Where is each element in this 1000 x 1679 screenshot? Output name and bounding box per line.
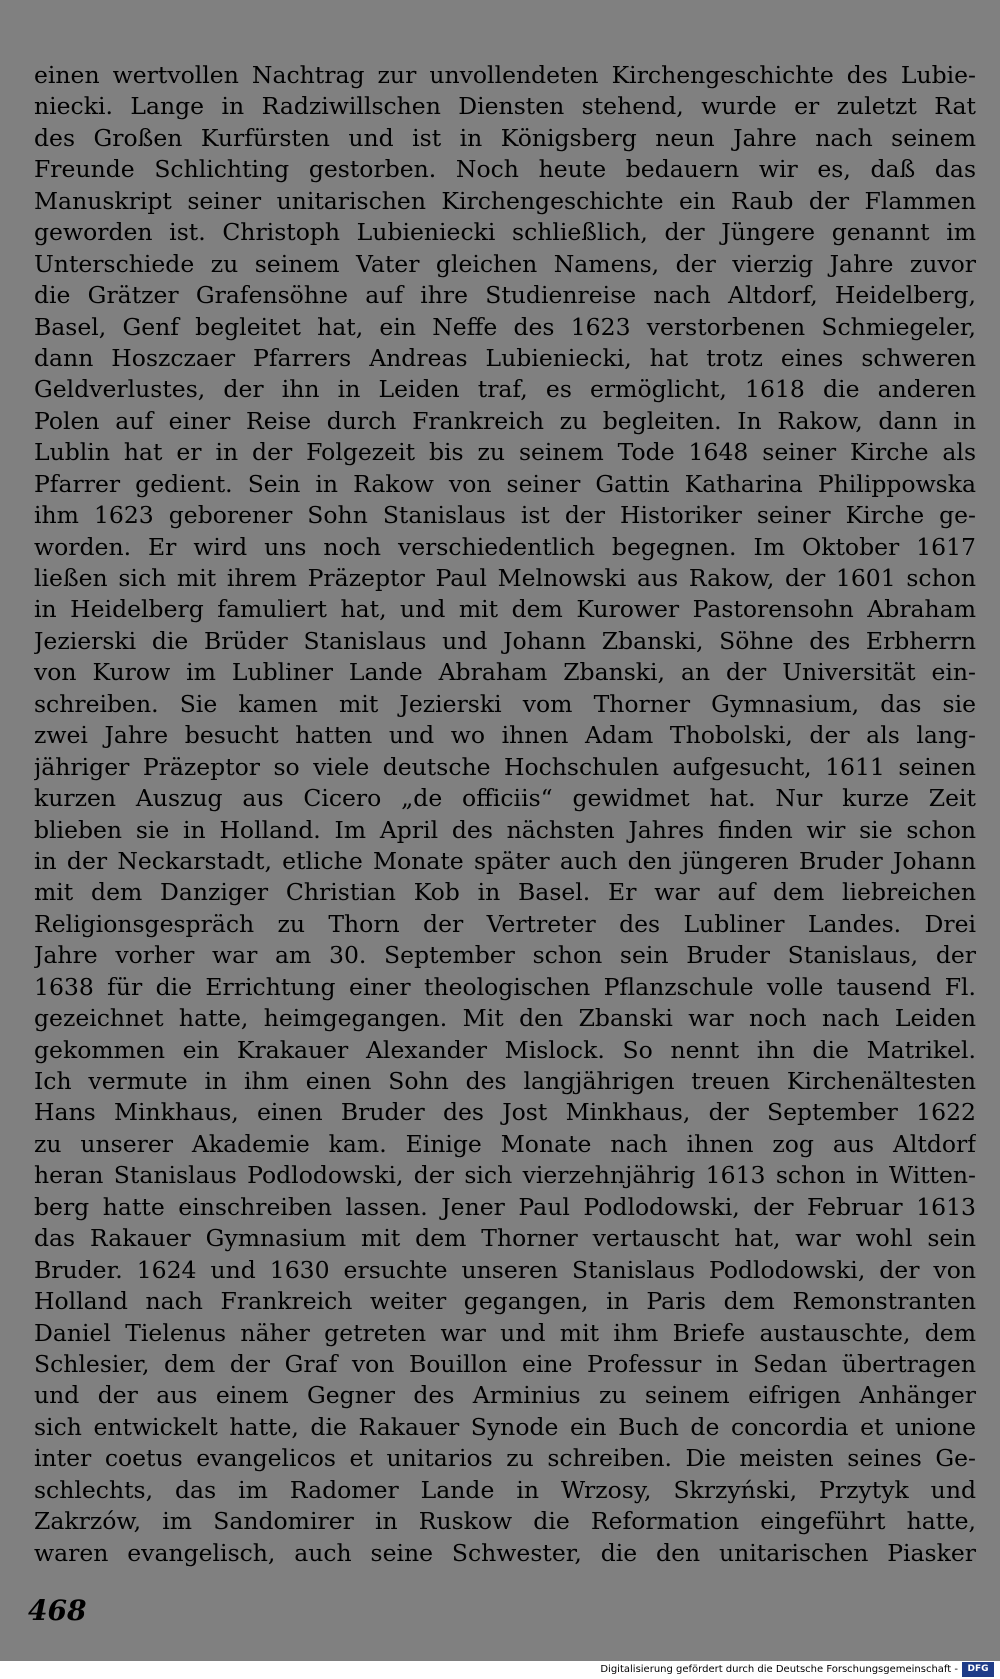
text-line: waren evangelisch, auch seine Schwester, die den unitarischen Piasker [34, 1538, 976, 1567]
text-line: Daniel Tielenus näher getreten war und mit ihm Briefe austauschte, dem [34, 1318, 976, 1347]
text-line: Freunde Schlichting gestorben. Noch heute bedauern wir es, daß das [34, 155, 976, 184]
page-number: 468 [28, 1594, 87, 1627]
text-line: Lublin hat er in der Folgezeit bis zu seinem Tode 1648 seiner Kirche als [34, 438, 976, 467]
text-line: zwei Jahre besucht hatten und wo ihnen Adam Thobolski, der als lang- [34, 721, 976, 750]
text-line: Holland nach Frankreich weiter gegangen, in Paris dem Remonstranten [34, 1287, 976, 1316]
text-line: Geldverlustes, der ihn in Leiden traf, es ermöglicht, 1618 die anderen [34, 375, 976, 404]
text-line: das Rakauer Gymnasium mit dem Thorner vertauscht hat, war wohl sein [34, 1224, 976, 1253]
text-line: in Heidelberg famuliert hat, und mit dem Kurower Pastorensohn Abraham [34, 595, 976, 624]
text-line: inter coetus evangelicos et unitarios zu schreiben. Die meisten seines Ge- [34, 1444, 976, 1473]
text-line: Unterschiede zu seinem Vater gleichen Namens, der vierzig Jahre zuvor [34, 249, 976, 278]
text-line: gezeichnet hatte, heimgegangen. Mit den Zbanski war noch nach Leiden [34, 1004, 976, 1033]
text-line: schlechts, das im Radomer Lande in Wrzosy, Skrzyński, Przytyk und [34, 1475, 976, 1504]
text-line: Jahre vorher war am 30. September schon sein Bruder Stanislaus, der [34, 941, 976, 970]
text-line: kurzen Auszug aus Cicero „de officiis“ gewidmet hat. Nur kurze Zeit [34, 784, 976, 813]
text-line: Ich vermute in ihm einen Sohn des langjährigen treuen Kirchenältesten [34, 1067, 976, 1095]
text-line: Schlesier, dem der Graf von Bouillon eine Professur in Sedan übertragen [34, 1349, 976, 1378]
text-line: jähriger Präzeptor so viele deutsche Hochschulen aufgesucht, 1611 seinen [34, 752, 976, 781]
text-line: Religionsgespräch zu Thorn der Vertreter des Lubliner Landes. Drei [34, 909, 976, 938]
text-line: dann Hoszczaer Pfarrers Andreas Lubieniecki, hat trotz eines schweren [34, 343, 976, 372]
dfg-logo-icon: DFG [962, 1662, 994, 1677]
text-line: mit dem Danziger Christian Kob in Basel. Er war auf dem liebreichen [34, 878, 976, 907]
text-line: und der aus einem Gegner des Arminius zu seinem eifrigen Anhänger [34, 1381, 976, 1410]
text-line: gekommen ein Krakauer Alexander Mislock. So nennt ihn die Matrikel. [34, 1035, 976, 1064]
text-line: einen wertvollen Nachtrag zur unvollendeten Kirchengeschichte des Lubie- [34, 61, 976, 89]
text-line: blieben sie in Holland. Im April des nächsten Jahres finden wir sie schon [34, 815, 976, 844]
text-line: Polen auf einer Reise durch Frankreich zu begleiten. In Rakow, dann in [34, 406, 976, 435]
text-line: schreiben. Sie kamen mit Jezierski vom Thorner Gymnasium, das sie [34, 689, 976, 718]
digitization-credit: Digitalisierung gefördert durch die Deutsche Forschungsgemeinschaft - [600, 1664, 958, 1675]
text-line: niecki. Lange in Radziwillschen Diensten stehend, wurde er zuletzt Rat [34, 92, 976, 121]
text-line: die Grätzer Grafensöhne auf ihre Studienreise nach Altdorf, Heidelberg, [34, 281, 976, 310]
text-line: ließen sich mit ihrem Präzeptor Paul Melnowski aus Rakow, der 1601 schon [34, 564, 976, 592]
text-line: Hans Minkhaus, einen Bruder des Jost Minkhaus, der September 1622 [34, 1098, 976, 1127]
text-line: heran Stanislaus Podlodowski, der sich vierzehnjährig 1613 schon in Witten- [34, 1161, 976, 1190]
text-line: worden. Er wird uns noch verschiedentlich begegnen. Im Oktober 1617 [34, 532, 976, 561]
text-line: von Kurow im Lubliner Lande Abraham Zbanski, an der Universität ein- [34, 658, 976, 687]
text-line: Basel, Genf begleitet hat, ein Neffe des 1623 verstorbenen Schmiegeler, [34, 312, 976, 341]
text-line: Jezierski die Brüder Stanislaus und Johann Zbanski, Söhne des Erbherrn [34, 626, 976, 655]
text-line: sich entwickelt hatte, die Rakauer Synode ein Buch de concordia et unione [34, 1412, 976, 1441]
text-line: berg hatte einschreiben lassen. Jener Paul Podlodowski, der Februar 1613 [34, 1192, 976, 1221]
text-line: Bruder. 1624 und 1630 ersuchte unseren Stanislaus Podlodowski, der von [34, 1255, 976, 1284]
text-line: Zakrzów, im Sandomirer in Ruskow die Reformation eingeführt hatte, [34, 1507, 976, 1536]
text-line: des Großen Kurfürsten und ist in Königsberg neun Jahre nach seinem [34, 123, 976, 152]
text-line: geworden ist. Christoph Lubieniecki schließlich, der Jüngere genannt im [34, 218, 976, 247]
text-line: zu unserer Akademie kam. Einige Monate nach ihnen zog aus Altdorf [34, 1129, 976, 1158]
text-line: in der Neckarstadt, etliche Monate später auch den jüngeren Bruder Johann [34, 846, 976, 875]
text-line: Pfarrer gedient. Sein in Rakow von seiner Gattin Katharina Philippowska [34, 469, 976, 498]
text-line: ihm 1623 geborener Sohn Stanislaus ist der Historiker seiner Kirche ge- [34, 501, 976, 530]
body-text [34, 60, 976, 1569]
text-line: 1638 für die Errichtung einer theologischen Pflanzschule volle tausend Fl. [34, 972, 976, 1001]
text-line: Manuskript seiner unitarischen Kirchengeschichte ein Raub der Flammen [34, 186, 976, 215]
